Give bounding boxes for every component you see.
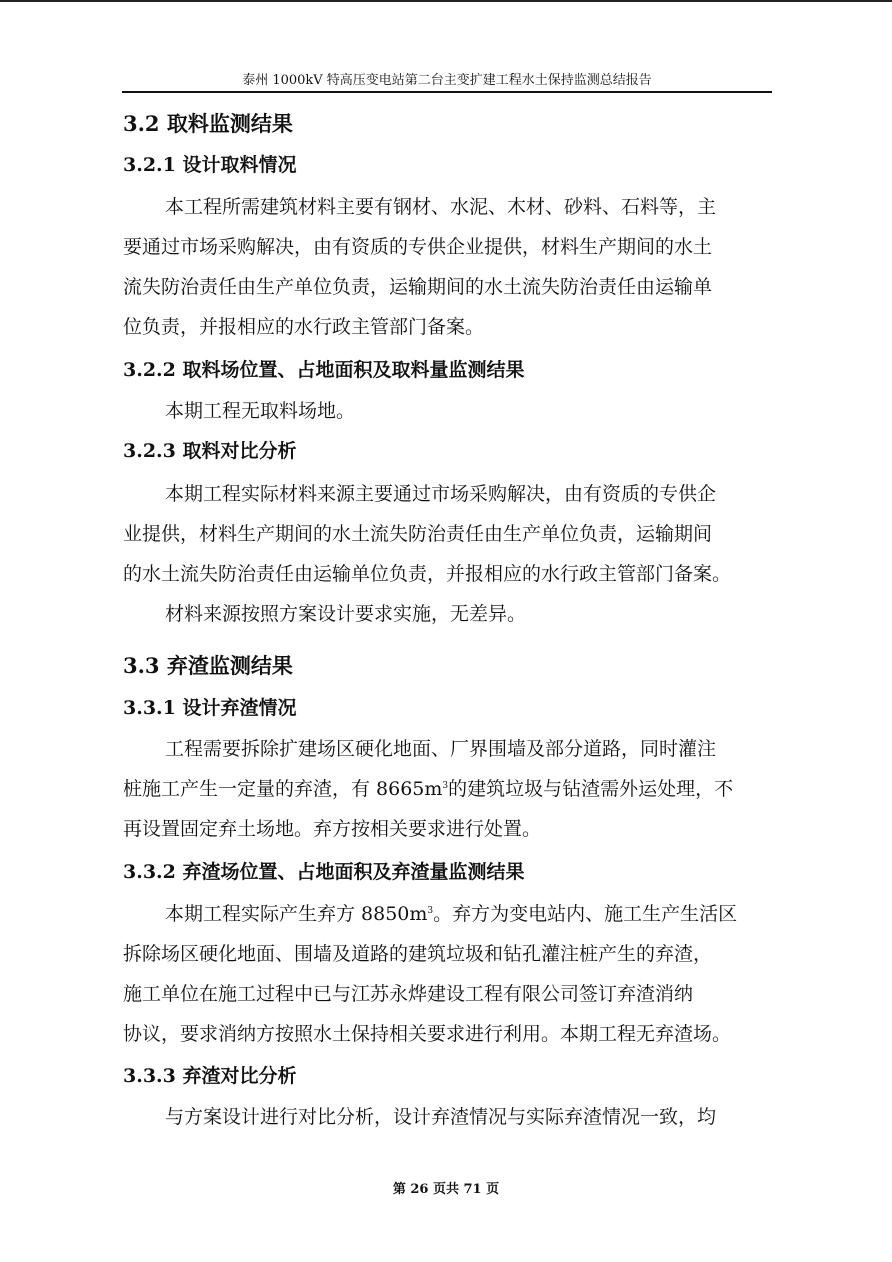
paragraph-line: 本期工程实际材料来源主要通过市场采购解决，由有资质的专供企 xyxy=(165,483,717,505)
paragraph-line: 流失防治责任由生产单位负责，运输期间的水土流失防治责任由运输单 xyxy=(123,276,713,298)
paragraph-line: 与方案设计进行对比分析，设计弃渣情况与实际弃渣情况一致，均 xyxy=(165,1106,717,1128)
paragraph-line: 的水土流失防治责任由运输单位负责，并报相应的水行政主管部门备案。 xyxy=(123,563,732,585)
paragraph-line: 工程需要拆除扩建场区硬化地面、厂界围墙及部分道路，同时灌注 xyxy=(165,738,717,760)
section-3-3-1-heading: 3.3.1 设计弃渣情况 xyxy=(123,697,297,719)
running-header: 泰州 1000kV 特高压变电站第二台主变扩建工程水土保持监测总结报告 xyxy=(242,73,652,88)
paragraph-line: 施工单位在施工过程中已与江苏永烨建设工程有限公司签订弃渣消纳 xyxy=(123,983,694,1005)
paragraph-line: 再设置固定弃土场地。弃方按相关要求进行处置。 xyxy=(123,818,542,840)
paragraph-line: 拆除场区硬化地面、围墙及道路的建筑垃圾和钻孔灌注桩产生的弃渣， xyxy=(123,943,713,965)
section-3-2-3-heading: 3.2.3 取料对比分析 xyxy=(123,440,297,462)
superscript: 3 xyxy=(442,781,449,791)
paragraph-line: 位负责，并报相应的水行政主管部门备案。 xyxy=(123,316,485,338)
paragraph-line: 本期工程无取料场地。 xyxy=(165,400,356,422)
section-3-3-2-heading: 3.3.2 弃渣场位置、占地面积及弃渣量监测结果 xyxy=(123,861,525,883)
section-3-3-1-body xyxy=(123,729,775,849)
section-3-3-3-heading: 3.3.3 弃渣对比分析 xyxy=(123,1065,297,1087)
section-3-3-3-body xyxy=(123,1097,775,1137)
page-number: 第 26 页共 71 页 xyxy=(392,1182,500,1197)
paragraph-line: 本期工程实际产生弃方 $8850m^3$。弃方为变电站内、施工生产生活区 xyxy=(165,903,738,925)
paragraph-line: 要通过市场采购解决，由有资质的专供企业提供，材料生产期间的水土 xyxy=(123,236,713,258)
section-3-2-1-heading: 3.2.1 设计取料情况 xyxy=(123,154,297,176)
section-3-3-2-body xyxy=(123,894,775,1054)
section-3-2-heading: 3.2 取料监测结果 xyxy=(123,111,293,136)
paragraph-line: 协议，要求消纳方按照水土保持相关要求进行利用。本期工程无弃渣场。 xyxy=(123,1023,732,1045)
section-3-2-1-body xyxy=(123,187,775,347)
header-rule xyxy=(122,91,772,93)
section-3-2-2-heading: 3.2.2 取料场位置、占地面积及取料量监测结果 xyxy=(123,359,525,381)
top-border xyxy=(0,0,892,2)
section-3-2-2-body xyxy=(123,391,775,431)
section-3-2-3-body xyxy=(123,474,775,634)
section-3-3-heading: 3.3 弃渣监测结果 xyxy=(123,653,293,678)
paragraph-line: 业提供，材料生产期间的水土流失防治责任由生产单位负责，运输期间 xyxy=(123,523,713,545)
paragraph-line: 材料来源按照方案设计要求实施，无差异。 xyxy=(165,603,527,625)
paragraph-line: 本工程所需建筑材料主要有钢材、水泥、木材、砂料、石料等，主 xyxy=(165,196,717,218)
paragraph-line: 桩施工产生一定量的弃渣，有 $8665m^3$的建筑垃圾与钻渣需外运处理，不 xyxy=(123,778,734,800)
superscript: 3 xyxy=(427,906,434,916)
